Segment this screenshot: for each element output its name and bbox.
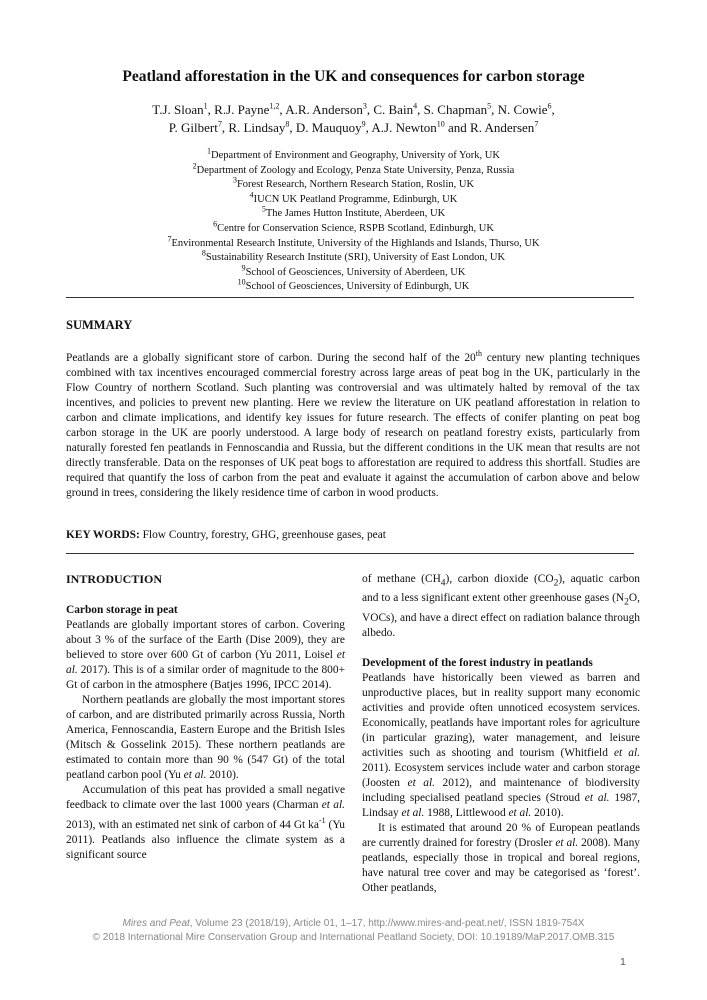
author-name: R. Andersen [470, 120, 535, 135]
author-affiliation-sup: 7 [217, 119, 222, 129]
author-separator: , [491, 102, 498, 117]
affiliation-number: 9 [241, 263, 246, 273]
affiliation-text: Centre for Conservation Science, RSPB Scotland, Edinburgh, UK [217, 222, 494, 234]
keywords-label: KEY WORDS: [66, 529, 140, 541]
author-affiliation-sup: 10 [436, 119, 445, 129]
page-number: 1 [620, 956, 626, 968]
affiliation-number: 5 [261, 204, 266, 214]
affiliation-item [60, 161, 647, 179]
summary-text [66, 346, 640, 501]
affiliation-item [60, 248, 647, 266]
intro-paragraph-5: Peatlands have historically been viewed as barren and unproductive places, but in reality support many economic activities and provide often unnoticed ecosystem services. Economically, peatlands have important roles for agriculture (in particular grazing), water management, and leisure activities such as shooting and tourism (Whitfield et al. 2011). Ecosystem services include water and carbon storage (Joosten et al. 2012), and maintenance of biodiversity including specialised peatland species (Stroud et al. 1987, Lindsay et al. 1988, Littlewood et al. 2010). [362, 671, 641, 819]
author-affiliation-sup: 5 [487, 101, 492, 111]
footer-copyright: © 2018 International Mire Conservation Group and International Peatland Society, DOI: 10.19189/MaP.2017.OMB.315 [92, 932, 615, 943]
affiliation-item [60, 263, 647, 281]
intro-paragraph-3: Accumulation of this peat has provided a small negative feedback to climate over the last 1000 years (Charman et al. 2013), with an estimated net sink of carbon of 44 Gt $ka^{-1}$ (Yu 2011). Peatlands also influence the climate system as a significant source [66, 784, 345, 861]
author-separator: , [289, 120, 296, 135]
author-separator: , [365, 120, 372, 135]
affiliation-item [60, 190, 647, 208]
author-affiliation-sup: 7 [534, 119, 539, 129]
author-affiliation-sup: 4 [413, 101, 418, 111]
affiliation-number: 4 [249, 190, 254, 200]
author-name: T.J. Sloan [152, 102, 204, 117]
affiliation-text: IUCN UK Peatland Programme, Edinburgh, UK [253, 193, 458, 205]
intro-paragraph-4: of methane $(CH_4)$, carbon dioxide $(CO_2)$, aquatic carbon and to a less significant extent other greenhouse gases ($N_2O$, VOCs), and have a direct effect on radiation balance through albedo. [362, 573, 640, 639]
affiliation-text: Environmental Research Institute, University of the Highlands and Islands, Thurso, UK [171, 237, 540, 249]
intro-paragraph-2: Northern peatlands are globally the most important stores of carbon, and are distributed primarily across Russia, North America, Fennoscandia, Eastern Europe and the British Isles (Mitsch & Gosselink 2015). These northern peatlands are estimated to contain more than 90 % (547 Gt) of the total peatland carbon pool (Yu et al. 2010). [66, 694, 345, 781]
summary-text-part2: century new planting techniques combined with tax incentives encouraged commercial forestry across large areas of peat bog in the UK, particularly in the Flow Country of northern Scotland. Such planting was controversial and was ultimately halted by removal of the tax incentives, and policies to prevent new planting. Here we review the literature on UK peatland afforestation in relation to carbon and climate implications, and identify key issues for future research. The effects of conifer planting on peat bog carbon storage in the UK are poorly understood. A large body of research on peatland forestry exists, particularly from naturally forested fen peatlands in Fennoscandia and Russia, but the different conditions in the UK mean that results are not directly transferable. Data on the responses of UK peat bogs to afforestation are required to address this shortfall. Studies are required that quantify the loss of carbon from the peat and evaluate it against the accumulation of carbon above and below ground in trees, considering the likely residence time of carbon in wood products. [66, 351, 640, 499]
affiliation-text: Department of Environment and Geography, University of York, UK [211, 150, 500, 161]
affiliation-item [60, 146, 647, 164]
paper-title: Peatland afforestation in the UK and consequences for carbon storage [122, 68, 585, 85]
affiliation-text: School of Geosciences, University of Edinburgh, UK [245, 281, 470, 293]
author-affiliation-sup: 1 [203, 101, 208, 111]
keywords [66, 528, 640, 543]
affiliation-number: 8 [201, 248, 206, 258]
affiliation-item [60, 277, 647, 295]
author-separator: , [207, 102, 215, 117]
author-affiliation-sup: 1,2 [269, 101, 280, 111]
affiliation-text: Sustainability Research Institute (SRI), University of East London, UK [205, 252, 506, 264]
affiliation-item [60, 234, 647, 252]
affiliation-text: Forest Research, Northern Research Station, Roslin, UK [236, 179, 475, 191]
affiliation-number: 6 [213, 219, 218, 229]
author-name: P. Gilbert [168, 120, 218, 135]
affiliation-item [60, 219, 647, 237]
author-name: A.R. Anderson [285, 102, 363, 117]
author-name: R.J. Payne [214, 102, 270, 117]
affiliation-number: 7 [167, 234, 172, 244]
author-name: A.J. Newton [371, 120, 437, 135]
author-line-1 [60, 101, 647, 119]
summary-ordinal-sup: th [475, 349, 482, 358]
right-column [362, 572, 640, 896]
author-separator: , [279, 102, 286, 117]
affiliation-item [60, 204, 647, 222]
author-name: N. Cowie [497, 102, 548, 117]
author-list [60, 101, 647, 137]
affiliation-text: Department of Zoology and Ecology, Penza State University, Penza, Russia [196, 164, 515, 176]
subheading-forest-industry: Development of the forest industry in peatlands [362, 656, 593, 669]
author-name: C. Bain [373, 102, 414, 117]
summary-heading: SUMMARY [66, 318, 133, 332]
author-name: R. Lindsay [228, 120, 286, 135]
footer-citation: Mires and Peat, Volume 23 (2018/19), Article 01, 1–17, http://www.mires-and-peat.net/, ISSN 1819-754X [122, 918, 585, 929]
author-line-2 [60, 119, 647, 137]
intro-paragraph-1: Peatlands are globally important stores of carbon. Covering about 3 % of the surface of the Earth (Dise 2009), they are believed to store over 600 Gt of carbon (Yu 2011, Loisel et al. 2017). This is of a similar order of magnitude to the 800+ Gt of carbon in the atmosphere (Batjes 1996, IPCC 2014). [66, 619, 345, 691]
author-separator: , [551, 102, 555, 117]
author-separator: , [221, 120, 229, 135]
author-name: D. Mauquoy [295, 120, 362, 135]
affiliation-list [60, 146, 647, 295]
left-column [66, 572, 345, 863]
affiliation-text: School of Geosciences, University of Aberdeen, UK [245, 266, 466, 278]
intro-heading: INTRODUCTION [66, 572, 163, 586]
affiliation-item [60, 175, 647, 193]
affiliation-text: The James Hutton Institute, Aberdeen, UK [265, 208, 446, 220]
divider-rule [66, 297, 634, 298]
affiliation-number: 3 [232, 175, 237, 185]
footer-citation-rest: , Volume 23 (2018/19), Article 01, 1–17, http://www.mires-and-peat.net/, ISSN 1819-754X [189, 918, 585, 929]
divider-rule-2 [66, 553, 634, 554]
intro-paragraph-6: It is estimated that around 20 % of European peatlands are currently drained for forestry (Drosler et al. 2008). Many peatlands, especially those in tropical and boreal regions, have natural tree cover and may be categorised as ‘forest’. Other peatlands, [362, 821, 640, 894]
author-affiliation-sup: 8 [285, 119, 290, 129]
affiliation-number: 2 [192, 161, 197, 171]
author-affiliation-sup: 3 [362, 101, 367, 111]
summary-text-part1: Peatlands are a globally significant store of carbon. During the second half of the 20 [66, 351, 476, 364]
affiliation-number: 10 [237, 277, 246, 287]
affiliation-number: 1 [207, 146, 212, 156]
author-affiliation-sup: 6 [547, 101, 552, 111]
author-name: S. Chapman [423, 102, 488, 117]
subheading-carbon-storage: Carbon storage in peat [66, 604, 178, 616]
author-separator: , [366, 102, 374, 117]
author-affiliation-sup: 9 [361, 119, 366, 129]
keywords-text: Flow Country, forestry, GHG, greenhouse gases, peat [139, 529, 386, 541]
author-separator: and [444, 120, 471, 135]
author-separator: , [417, 102, 424, 117]
